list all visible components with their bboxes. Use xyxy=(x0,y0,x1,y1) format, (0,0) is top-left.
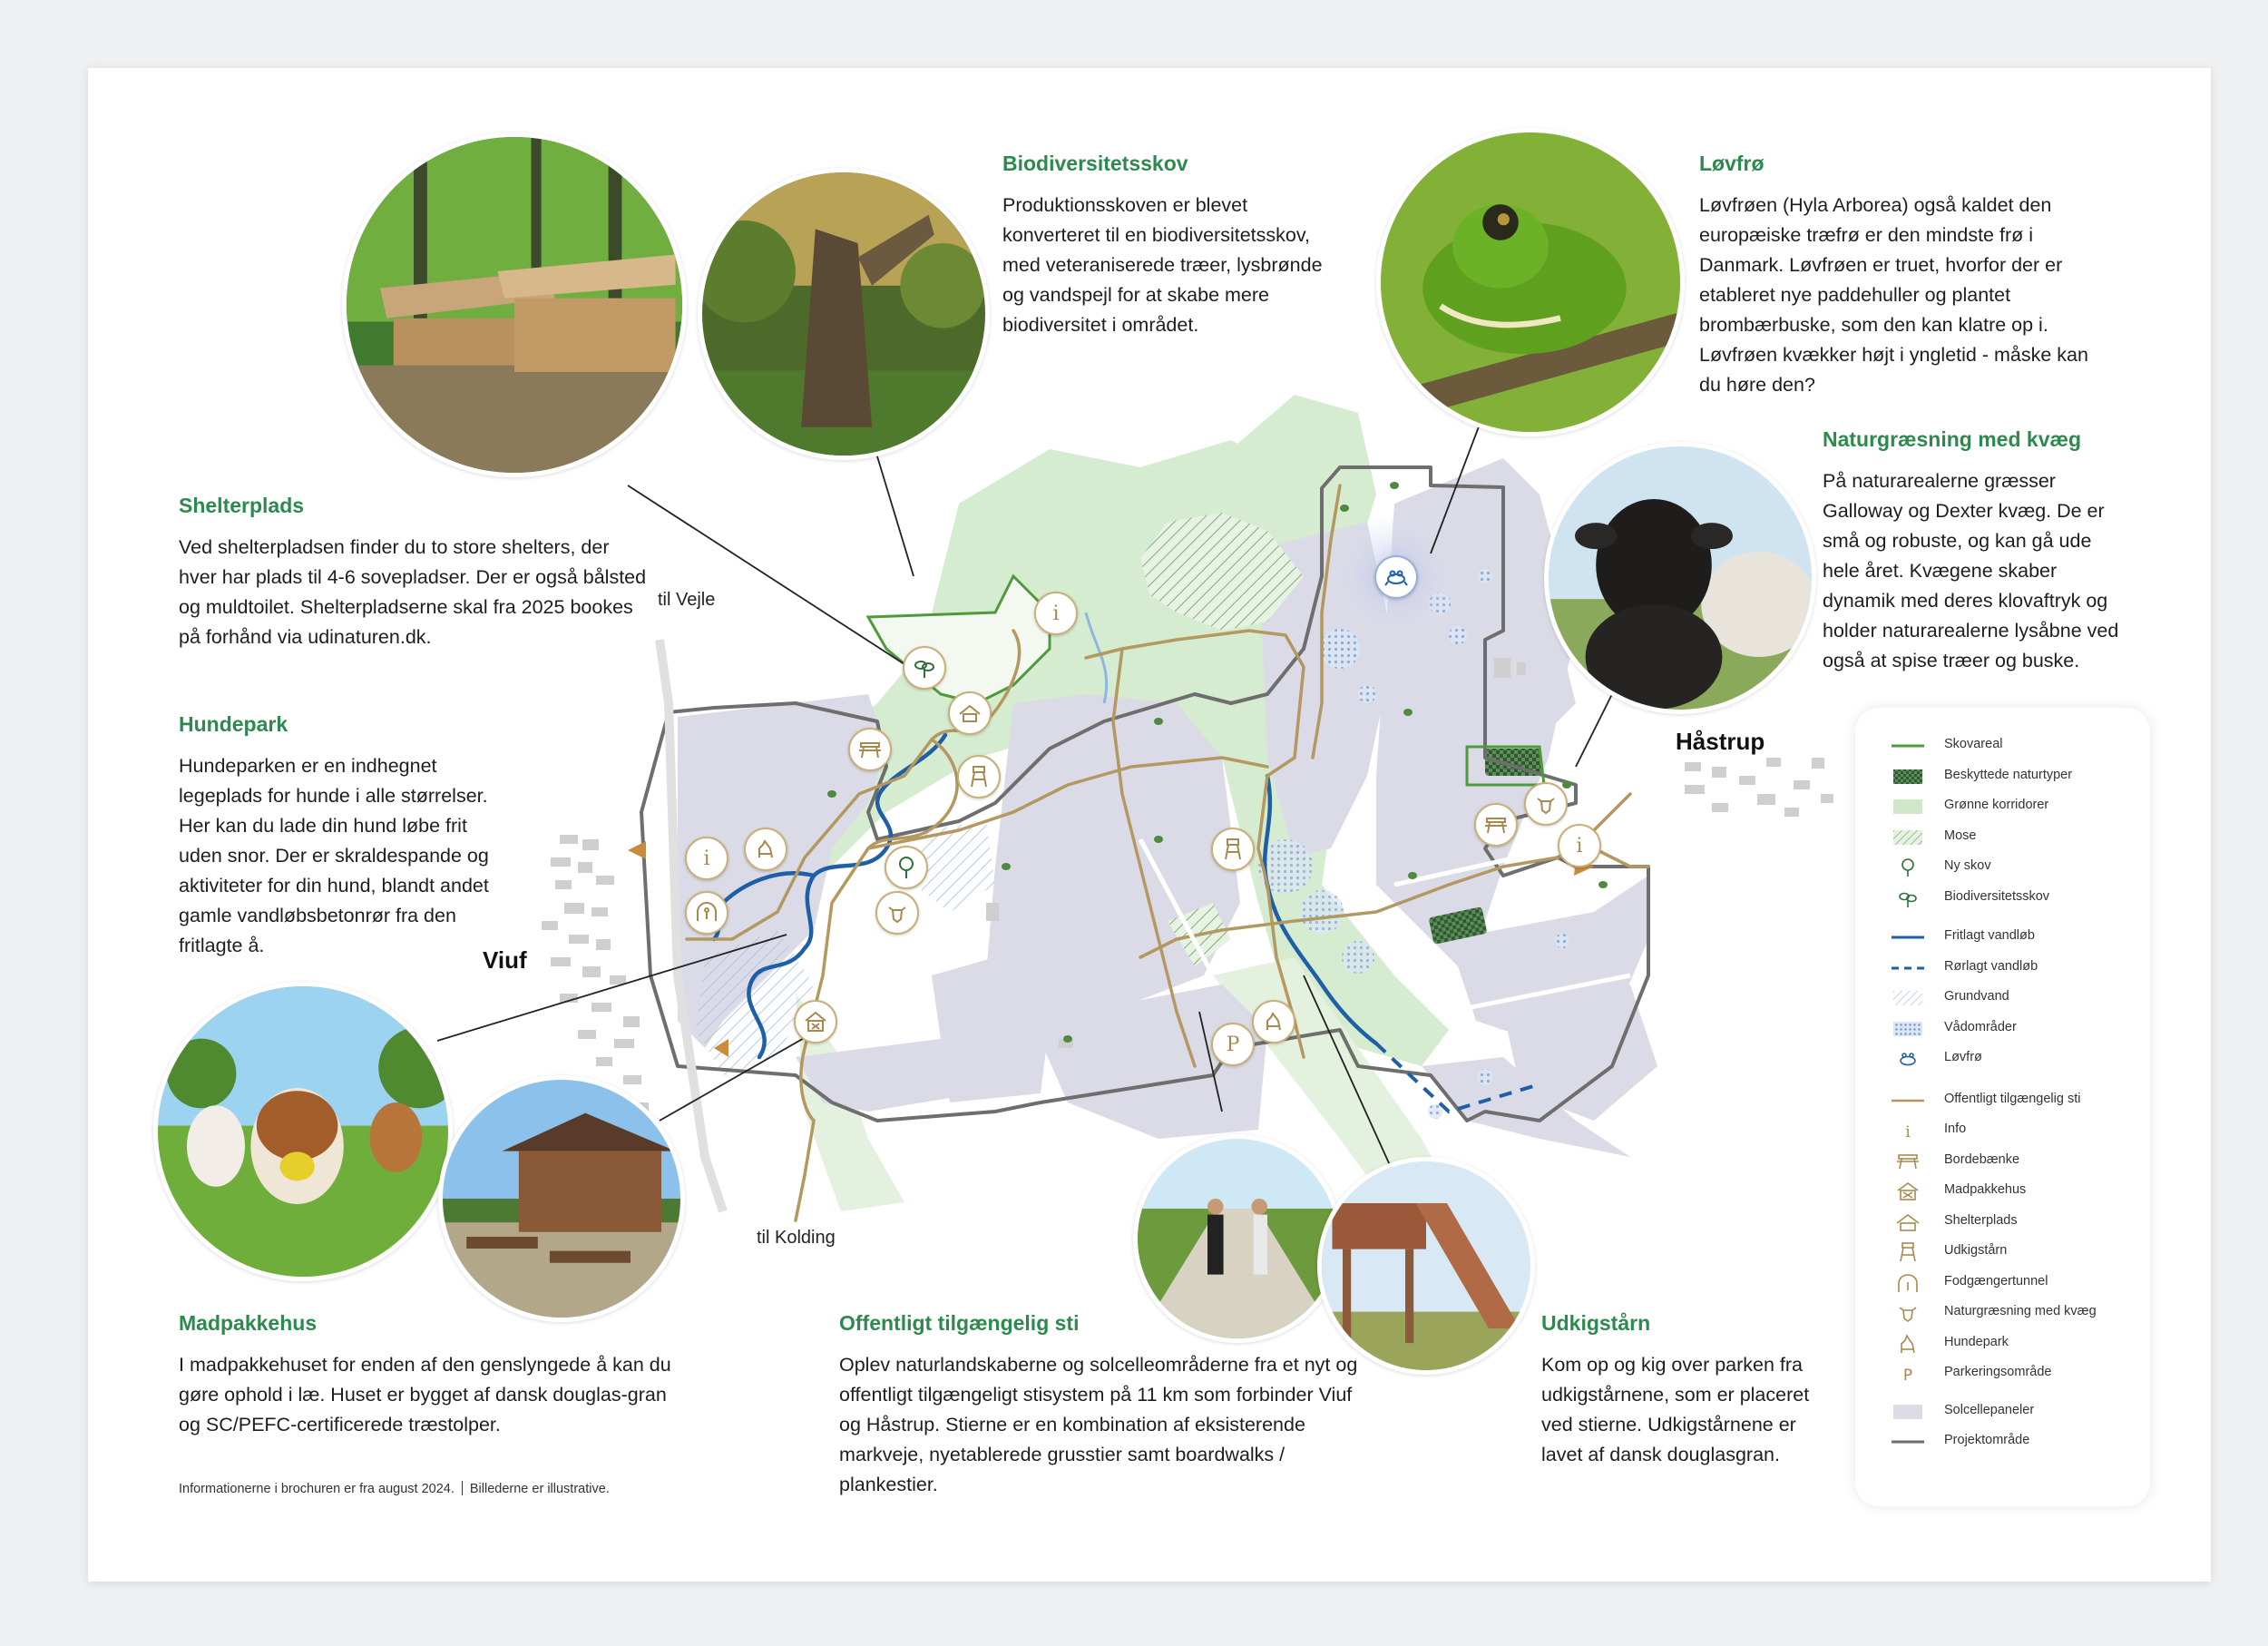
bench-icon xyxy=(1482,811,1510,838)
cow-marker-east[interactable] xyxy=(1524,782,1568,826)
legend-item xyxy=(1890,1048,2153,1070)
place-viuf: Viuf xyxy=(483,946,527,974)
block-sti xyxy=(839,1311,1374,1500)
brochure-sheet xyxy=(88,68,2211,1582)
tree-icon xyxy=(1890,857,1926,878)
light-green-fill xyxy=(1890,796,1926,818)
block-madpakkehus xyxy=(179,1311,673,1440)
grey-fill xyxy=(1890,1401,1926,1423)
tree-icon xyxy=(893,854,920,881)
legend-item xyxy=(1890,1333,2153,1355)
block-title: Løvfrø xyxy=(1699,152,1765,175)
block-lovfro xyxy=(1699,152,2089,400)
hastrup-village xyxy=(1685,758,1833,817)
shelter-icon xyxy=(1890,1211,1926,1233)
light-blue-hatch xyxy=(1890,987,1926,1009)
blue-dots xyxy=(1890,1018,1926,1040)
legend-item xyxy=(1890,1241,2153,1263)
legend-item xyxy=(1890,1181,2153,1202)
direction-til-kolding: til Kolding xyxy=(757,1228,836,1248)
block-udkigstarn xyxy=(1541,1311,1841,1470)
legend-item xyxy=(1890,1018,2153,1040)
legend-item xyxy=(1890,1272,2153,1294)
leaves-icon xyxy=(1890,887,1926,909)
info-marker-east[interactable]: i xyxy=(1558,824,1601,867)
info-marker-west[interactable]: i xyxy=(685,837,728,880)
lunch-house-marker[interactable] xyxy=(794,1000,837,1043)
cow-icon xyxy=(884,899,911,926)
cow-icon xyxy=(1890,1302,1926,1324)
shelter-icon xyxy=(956,700,983,727)
cattle-photo xyxy=(1544,442,1816,714)
block-title: Biodiversitetsskov xyxy=(1002,152,1188,175)
dog-icon xyxy=(1260,1008,1287,1035)
legend-item xyxy=(1890,1120,2153,1141)
green-hatch xyxy=(1890,827,1926,848)
viuf-village xyxy=(542,835,649,1112)
legend-label: Hundepark xyxy=(1944,1334,2009,1349)
svg-text:i: i xyxy=(1905,1123,1911,1141)
parking-icon xyxy=(1890,1363,1926,1385)
tower-marker-center[interactable] xyxy=(1211,828,1255,871)
footnote xyxy=(179,1481,610,1496)
block-title: Hundepark xyxy=(179,712,288,736)
legend-label: Skovareal xyxy=(1944,737,2003,751)
legend-label: Madpakkehus xyxy=(1944,1182,2027,1197)
block-text: Kom op og kig over parken fra udkigstårnene, som er placeret ved stierne. Udkigstårnene er lavet af dansk douglasgran. xyxy=(1541,1354,1810,1465)
block-text: På naturarealerne græsser Galloway og Dexter kvæg. De er små og robuste, og kan gå ude hele året. Kvægene skaber dynamik med deres klovaftryk og holder naturarealerne lysåbne ved også at spise træer og buske. xyxy=(1823,470,2119,671)
footnote-illustrative: Billederne er illustrative. xyxy=(469,1482,610,1496)
cow-icon xyxy=(1532,790,1559,818)
legend-label: Vådområder xyxy=(1944,1019,2017,1034)
legend-label: Rørlagt vandløb xyxy=(1944,958,2038,974)
legend-label: Bordebænke xyxy=(1944,1151,2020,1167)
block-naturgraesning xyxy=(1823,427,2126,676)
legend-item xyxy=(1890,887,2153,909)
legend-item xyxy=(1890,766,2153,788)
legend-item xyxy=(1890,796,2153,818)
legend-item xyxy=(1890,957,2153,979)
legend-item xyxy=(1890,1090,2153,1112)
legend-item xyxy=(1890,1401,2153,1423)
svg-text:P: P xyxy=(1902,1367,1913,1385)
legend-item xyxy=(1890,1302,2153,1324)
dog-marker-center[interactable] xyxy=(1252,1000,1295,1043)
grey-line xyxy=(1890,1431,1926,1453)
legend-item xyxy=(1890,987,2153,1009)
legend-item xyxy=(1890,1431,2153,1453)
legend-label: Offentligt tilgængelig sti xyxy=(1944,1091,2081,1106)
tree-marker[interactable] xyxy=(885,846,928,889)
block-title: Shelterplads xyxy=(179,494,305,517)
lunch-house-icon xyxy=(802,1008,829,1035)
block-text: Hundeparken er en indhegnet legeplads for hunde i alle størrelser. Her kan du lade din hund løbe frit uden snor. Der er skraldespande og aktiviteter for din hund, blandt andet gamle vandløbsbetonrør fra den fritlagte å. xyxy=(179,755,489,956)
block-text: Produktionsskoven er blevet konverteret til en biodiversitetsskov, med veteraniserede træer, lysbrønde og vandspejl for at skabe mere biodiversitet i området. xyxy=(1002,194,1323,336)
block-text: I madpakkehuset for enden af den genslyngede å kan du gøre ophold i læ. Huset er bygget af dansk douglas-gran og SC/PEFC-certificerede træstolper. xyxy=(179,1354,671,1435)
block-biodiversitetsskov xyxy=(1002,152,1347,340)
tower-marker-north[interactable] xyxy=(957,755,1001,799)
tunnel-icon xyxy=(693,899,720,926)
legend-label: Naturgræsning med kvæg xyxy=(1944,1304,2097,1318)
legend-label: Fodgængertunnel xyxy=(1944,1273,2048,1288)
blue-line xyxy=(1890,926,1926,948)
legend-label: Mose xyxy=(1944,828,1977,843)
bench-icon xyxy=(1890,1151,1926,1172)
tunnel-marker[interactable] xyxy=(685,891,728,935)
dog-icon xyxy=(1890,1333,1926,1355)
tower-icon xyxy=(1890,1241,1926,1263)
legend-label: Solcellepaneler xyxy=(1944,1402,2035,1417)
tower-icon xyxy=(1219,836,1246,863)
legend-item xyxy=(1890,1151,2153,1172)
parking-marker[interactable]: P xyxy=(1211,1023,1255,1066)
gold-line xyxy=(1890,1090,1926,1112)
legend-label: Shelterplads xyxy=(1944,1212,2018,1228)
block-title: Naturgræsning med kvæg xyxy=(1823,427,2081,451)
block-text: Løvfrøen (Hyla Arborea) også kaldet den europæiske træfrø er den mindste frø i Danmark. Løvfrøen er truet, hvorfor der er etableret nye paddehuller og plantet brombærbuske, som den kan klatre op i. Løvfrøen kvækker højt i yngletid - måske kan du høre den? xyxy=(1699,194,2088,396)
lunch-house-icon xyxy=(1890,1181,1926,1202)
legend-item xyxy=(1890,1363,2153,1385)
cow-marker-west[interactable] xyxy=(875,891,919,935)
map-legend xyxy=(1855,708,2150,1506)
shelter-photo xyxy=(342,132,687,477)
blue-dashed-line xyxy=(1890,957,1926,979)
tower-icon xyxy=(965,763,992,790)
legend-label: Info xyxy=(1944,1122,1967,1136)
block-shelterplads xyxy=(179,494,650,652)
legend-item xyxy=(1890,1211,2153,1233)
frog-icon xyxy=(1383,563,1410,591)
legend-label: Parkeringsområde xyxy=(1944,1365,2052,1379)
biodiversity-forest-photo xyxy=(698,168,990,460)
dark-green-checker xyxy=(1890,766,1926,788)
bench-marker-west[interactable] xyxy=(848,728,892,771)
info-icon xyxy=(1890,1120,1926,1141)
block-hundepark xyxy=(179,712,505,961)
legend-item xyxy=(1890,926,2153,948)
footnote-date: Informationerne i brochuren er fra august 2024. xyxy=(179,1482,455,1496)
info-marker-north[interactable]: i xyxy=(1034,592,1078,635)
legend-item xyxy=(1890,827,2153,848)
legend-label: Grundvand xyxy=(1944,989,2009,1004)
bench-icon xyxy=(856,736,884,763)
block-title: Udkigstårn xyxy=(1541,1311,1651,1335)
block-title: Madpakkehus xyxy=(179,1311,318,1335)
legend-label: Beskyttede naturtyper xyxy=(1944,767,2073,782)
legend-item xyxy=(1890,735,2153,757)
leaves-icon xyxy=(911,654,938,681)
legend-label: Grønne korridorer xyxy=(1944,798,2049,812)
frog-icon xyxy=(1890,1048,1926,1070)
legend-label: Biodiversitetsskov xyxy=(1944,888,2050,904)
legend-label: Ny skov xyxy=(1944,858,1991,873)
tunnel-icon xyxy=(1890,1272,1926,1294)
block-text: Oplev naturlandskaberne og solcelleområderne fra et nyt og offentligt tilgængeligt stisystem på 11 km som forbinder Viuf og Håstrup. Stierne er en kombination af eksisterende markveje, nyetablerede grusstier samt boardwalks / plankestier. xyxy=(839,1354,1358,1495)
green-line xyxy=(1890,735,1926,757)
dog-marker-west[interactable] xyxy=(744,828,787,871)
bench-marker-east[interactable] xyxy=(1474,803,1518,847)
legend-label: Fritlagt vandløb xyxy=(1944,928,2035,943)
lunch-house-photo xyxy=(438,1075,685,1322)
shelter-marker[interactable] xyxy=(948,691,992,735)
block-text: Ved shelterpladsen finder du to store shelters, der hver har plads til 4-6 sovepladser. Der er også bålsted og muldtoilet. Shelterpladserne skal fra 2025 bookes på forhånd via udinaturen.dk. xyxy=(179,536,647,648)
place-hastrup: Håstrup xyxy=(1676,728,1765,755)
dog-park-photo xyxy=(153,982,453,1281)
direction-til-vejle: til Vejle xyxy=(658,590,716,610)
tree-frog-photo xyxy=(1376,128,1685,436)
block-title: Offentligt tilgængelig sti xyxy=(839,1311,1080,1335)
legend-label: Løvfrø xyxy=(1944,1050,1982,1064)
dog-icon xyxy=(752,836,779,863)
frog-marker[interactable] xyxy=(1374,555,1418,599)
legend-label: Projektområde xyxy=(1944,1433,2030,1447)
leaves-marker[interactable] xyxy=(903,646,946,690)
legend-item xyxy=(1890,857,2153,878)
legend-label: Udkigstårn xyxy=(1944,1243,2008,1258)
